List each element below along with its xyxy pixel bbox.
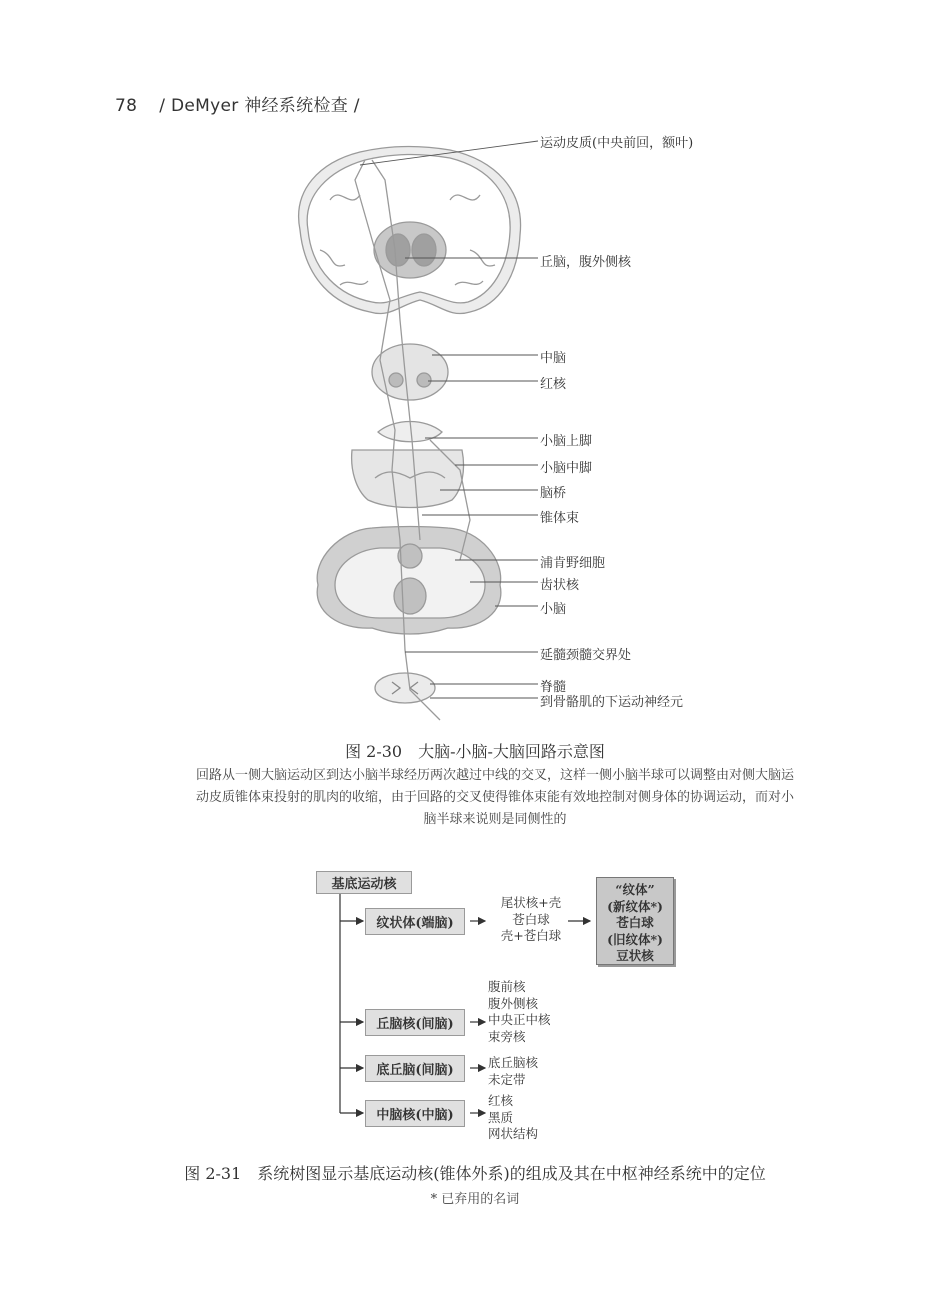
list-item: 苍白球 <box>512 911 550 927</box>
figure-2-31-caption: 图 2-31 系统树图显示基底运动核(锥体外系)的组成及其在中枢神经系统中的定位 <box>184 1164 766 1183</box>
book-title: / DeMyer 神经系统检查 / <box>159 96 360 116</box>
label-superior-peduncle: 小脑上脚 <box>540 434 593 449</box>
label-purkinje-cells: 浦肯野细胞 <box>540 556 606 571</box>
label-medullary-junction: 延髓颈髓交界处 <box>540 648 632 663</box>
label-lower-motor-neuron: 到骨骼肌的下运动神经元 <box>540 695 684 710</box>
list-item: 腹前核 <box>488 979 526 994</box>
list-item: 中央正中核 <box>488 1012 551 1027</box>
midbrain-shape <box>372 344 448 400</box>
page-number: 78 <box>115 96 138 116</box>
list-item: 底丘脑核 <box>488 1055 539 1070</box>
label-middle-peduncle: 小脑中脚 <box>540 461 593 476</box>
list-item: 未定带 <box>488 1071 526 1087</box>
root-box-basal-motor-nuclei: 基底运动核 <box>316 871 412 894</box>
branch-midbrain-nuclei: 中脑核(中脑) <box>365 1100 465 1127</box>
term-line: (新纹体*) <box>607 898 663 914</box>
list-item: 黑质 <box>488 1109 514 1125</box>
figure-2-30-description: 回路从一侧大脑运动区到达小脑半球经历两次越过中线的交叉，这样一侧小脑半球可以调整由对侧大脑运动皮质锥体束投射的肌肉的收缩，由于回路的交叉使得锥体束能有效地控制对侧身体的协调运动，而对小脑半球来说则是同侧性的 <box>195 768 794 827</box>
label-dentate-nucleus: 齿状核 <box>540 578 580 593</box>
label-motor-cortex: 运动皮质(中央前回，额叶) <box>540 136 694 151</box>
figure-2-30-caption: 图 2-30 大脑-小脑-大脑回路示意图 <box>345 742 605 761</box>
list-item: 壳+苍白球 <box>500 928 562 943</box>
label-midbrain: 中脑 <box>540 351 567 366</box>
midbrain-components <box>488 1093 538 1143</box>
term-line: 苍白球 <box>616 915 654 930</box>
striatum-components <box>496 895 566 945</box>
label-pons: 脑桥 <box>540 486 567 501</box>
list-item: 束旁核 <box>488 1028 526 1044</box>
spinal-cord-shape <box>375 673 435 703</box>
label-thalamus: 丘脑，腹外侧核 <box>540 255 632 270</box>
label-cerebellum: 小脑 <box>540 602 567 617</box>
subthalamus-components <box>488 1055 538 1088</box>
list-item: 网状结构 <box>488 1126 539 1141</box>
branch-subthalamus: 底丘脑(间脑) <box>365 1055 465 1082</box>
running-header <box>115 91 360 116</box>
label-spinal-cord: 脊髓 <box>540 680 567 695</box>
cerebro-cerebellar-circuit-illustration <box>280 135 550 735</box>
list-item: 红核 <box>488 1093 514 1108</box>
pons-shape <box>352 450 464 508</box>
term-line: (旧纹体*) <box>607 931 663 947</box>
branch-thalamic-nuclei: 丘脑核(间脑) <box>365 1009 465 1036</box>
striatum-terminology-box <box>596 877 674 965</box>
thalamic-components <box>488 979 551 1045</box>
list-item: 尾状核+壳 <box>500 895 562 910</box>
branch-striatum: 纹状体(端脑) <box>365 908 465 935</box>
term-line: 豆状核 <box>616 948 654 963</box>
deprecated-terms-note: * 已弃用的名词 <box>430 1192 520 1207</box>
list-item: 腹外侧核 <box>488 995 539 1011</box>
label-pyramidal-tract: 锥体束 <box>540 511 580 526</box>
label-red-nucleus: 红核 <box>540 377 567 392</box>
term-line: “纹体” <box>615 882 655 897</box>
